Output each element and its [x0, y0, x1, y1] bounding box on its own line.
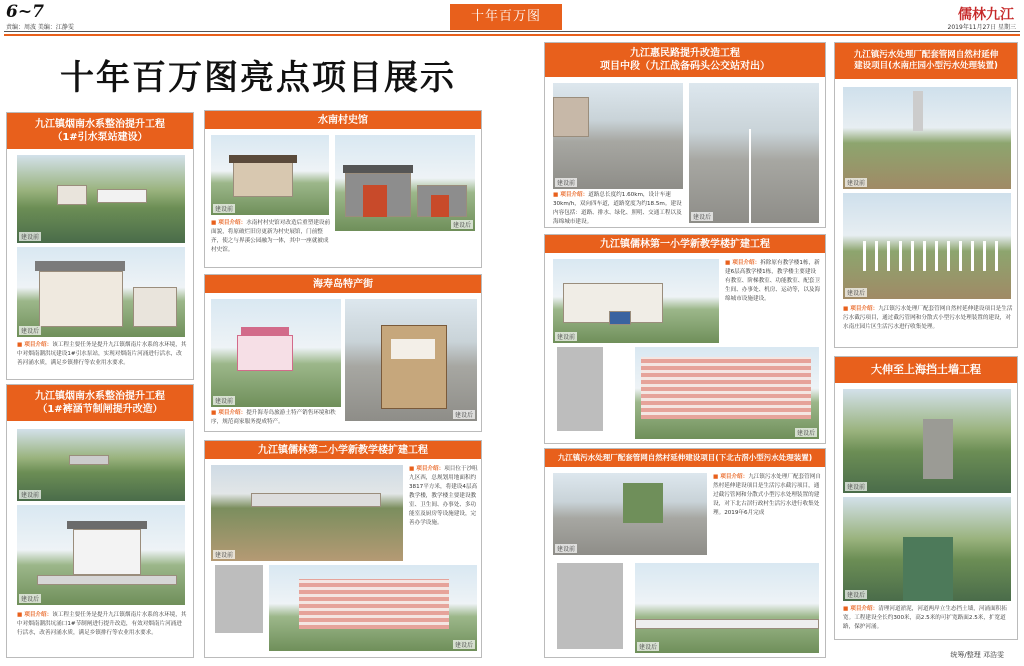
footer-credit: 统筹/整理 邓浩雯 — [950, 651, 1004, 659]
intro-label: ■ 项目介绍： — [843, 306, 879, 312]
photo-after — [689, 83, 819, 223]
intro-label: ■ 项目介绍： — [409, 466, 445, 472]
card-description — [843, 605, 1013, 632]
card-title-line2: 项目中段（九江战备码头公交站对出） — [600, 61, 770, 72]
before-label: 建设前 — [21, 234, 40, 241]
card-title: 九江镇儒林第一小学新教学楼扩建工程 — [545, 235, 825, 253]
after-label: 建设后 — [454, 642, 473, 649]
card-description — [725, 259, 821, 304]
card-title: 九江镇儒林第二小学新教学楼扩建工程 — [205, 441, 481, 459]
card-description — [211, 219, 331, 255]
desc-text: 水南村村史馆对改造后重塑建设前面貌，将原破烂旧房更新为村史展馆，门前整齐，使之与界溪公园融为一体，其中一座就被成村史馆。 — [211, 220, 331, 253]
photo-before — [211, 299, 341, 407]
after-label: 建设后 — [693, 214, 712, 221]
placeholder-image — [557, 347, 603, 431]
before-label: 建设前 — [215, 398, 234, 405]
before-label: 建设前 — [847, 484, 866, 491]
photo-after — [17, 247, 185, 337]
desc-text: 九江镇污水处理厂配套管网自然村延伸建设项目是生活污水截污项目，通过截污管网和分散式小型污水处理装置的建设，对下北古滘行政村生活污水进行收集处理。2019年6月完成 — [713, 474, 821, 516]
before-label: 建设前 — [215, 552, 234, 559]
before-label: 建设前 — [557, 546, 576, 553]
photo-before — [17, 155, 185, 243]
intro-label: ■ 项目介绍： — [17, 612, 53, 618]
card-title: 大伸至上海挡土墙工程 — [835, 357, 1017, 383]
after-label: 建设后 — [21, 596, 40, 603]
card-title — [835, 43, 1017, 79]
card-title-line1: 九江惠民路提升改造工程 — [630, 48, 740, 59]
photo-after — [843, 193, 1011, 299]
intro-label: ■ 项目介绍： — [211, 220, 247, 226]
photo-before — [553, 473, 707, 555]
header-rule — [4, 31, 1020, 32]
card-title — [7, 113, 193, 149]
desc-text: 九江镇污水处理厂配套管网自然村延伸建设项目是生活污水截污项目，通过截污管网和分散式小型污水处理装置的建设，对水南庄园片区生活污水进行收集处理。 — [843, 306, 1013, 330]
before-label: 建设前 — [557, 334, 576, 341]
after-label: 建设后 — [639, 644, 658, 651]
card-xiabei-sewage-treatment — [544, 448, 826, 658]
card-description — [409, 465, 479, 528]
after-label: 建设后 — [847, 290, 866, 297]
card-title-line2: （1#裤涵节制闸提升改造） — [37, 404, 163, 415]
desc-text: 该工程主要任务是提升九江镇烟南片水系的水环境，其中对烟南潮洪坑涌口1#节制闸进行提升改造，有效对烟南片河涌进行活水，改善河涌水质，满足乡镇排行等农业用水要求。 — [17, 612, 187, 636]
card-huimin-road-upgrade — [544, 42, 826, 228]
after-label: 建设后 — [796, 430, 815, 437]
before-label: 建设前 — [215, 206, 234, 213]
card-haishou-island-street — [204, 274, 482, 432]
card-title-line1: 九江镇烟南水系整治提升工程 — [35, 119, 165, 130]
after-label: 建设后 — [454, 412, 473, 419]
card-shuinan-manor-sewage-treatment — [834, 42, 1018, 348]
intro-label: ■ 项目介绍： — [17, 342, 53, 348]
card-title-line2: 建设项目(水南庄园小型污水处理装置) — [854, 61, 998, 71]
placeholder-image — [557, 563, 623, 649]
desc-text: 拆除原有教学楼1栋，新建6层高教学楼1栋，教学楼主要建设有教室、阶梯教室、功能教室、配套卫生间、办事处、机房、运动等，以及海绵城市设施建设。 — [725, 260, 821, 302]
issue-date: 2019年11月27日 星期三 — [947, 24, 1016, 31]
desc-text: 清理河道淤泥，河道两岸立生态挡土墙，河涌面积拓宽。工程建设全长约300米，高2.5米的可扩宽路面2.5米，扩宽道路，保护河涌。 — [843, 606, 1007, 630]
photo-after — [635, 563, 819, 653]
photo-after — [269, 565, 477, 651]
photo-after — [843, 497, 1011, 601]
photo-before — [843, 389, 1011, 493]
card-title — [545, 43, 825, 77]
section-banner: 十年百万图 — [450, 4, 562, 30]
card-title-line2: （1#引水泵站建设） — [52, 132, 148, 143]
before-label: 建设前 — [21, 492, 40, 499]
card-title: 海寿岛特产街 — [205, 275, 481, 293]
card-dashen-shanghai-retaining-wall — [834, 356, 1018, 640]
photo-before — [553, 259, 719, 343]
photo-before — [17, 429, 185, 501]
card-description — [843, 305, 1013, 332]
desc-text: 项目位于沙咀九区西，总规划用地面积约3817平方米，将建设4层高教学楼，教学楼主要建设教室、卫生间、办事处、多功能室及厨房等设施建设，完善办学设施。 — [409, 466, 478, 526]
after-label: 建设后 — [21, 328, 40, 335]
card-title: 九江镇污水处理厂配套管网自然村延伸建设项目(下北古滘小型污水处理装置) — [545, 449, 825, 467]
card-description — [553, 191, 685, 227]
intro-label: ■ 项目介绍： — [553, 192, 589, 198]
header-accent-rule — [4, 34, 1020, 36]
card-yannan-sluice-gate — [6, 384, 194, 658]
photo-before — [553, 83, 683, 189]
intro-label: ■ 项目介绍： — [713, 474, 749, 480]
card-yannan-pump-station — [6, 112, 194, 380]
card-description — [17, 611, 187, 638]
editors-credit: 责编：周波 美编：江静雯 — [6, 24, 74, 31]
intro-label: ■ 项目介绍： — [211, 410, 247, 416]
card-description — [17, 341, 187, 368]
photo-after — [17, 505, 185, 605]
card-title-line1: 九江镇烟南水系整治提升工程 — [35, 391, 165, 402]
photo-after — [345, 299, 477, 421]
after-label: 建设后 — [452, 222, 471, 229]
photo-after — [635, 347, 819, 439]
desc-text: 提升海寿岛旅游土特产销售环境和秩序，规范商家服务提成特产。 — [211, 410, 336, 425]
photo-before — [843, 87, 1011, 189]
newspaper-logo: 儒林九江 — [958, 7, 1014, 23]
main-title: 十年百万图亮点项目展示 — [60, 58, 456, 98]
card-title — [7, 385, 193, 421]
before-label: 建设前 — [847, 180, 866, 187]
card-title-line1: 九江镇污水处理厂配套管网自然村延伸 — [853, 49, 999, 60]
page-number: 6~7 — [6, 2, 44, 22]
card-description — [713, 473, 821, 518]
intro-label: ■ 项目介绍： — [843, 606, 879, 612]
card-rulin-first-primary-school — [544, 234, 826, 444]
photo-before — [211, 465, 403, 561]
card-shuinan-village-museum — [204, 110, 482, 268]
desc-text: 道路总长度约1.60km，设计车速30km/h，双向四车道，道路宽度为约18.5m。建设内容包括：道路、排水、绿化、照明、交通工程以及海绵城市建设。 — [553, 192, 682, 225]
card-description — [211, 409, 343, 427]
photo-after — [335, 135, 475, 231]
placeholder-image — [215, 565, 263, 633]
before-label: 建设前 — [557, 180, 576, 187]
intro-label: ■ 项目介绍： — [725, 260, 761, 266]
desc-text: 该工程主要任务是提升九江镇烟南片水系的水环境，其中对烟南潮洪坑建设1#引水泵站，实现对烟南片河涌进行活水，改善河涌水质，满足乡镇排行等农业用水要求。 — [17, 342, 187, 366]
photo-before — [211, 135, 329, 215]
card-title: 水南村史馆 — [205, 111, 481, 129]
card-rulin-second-primary-school — [204, 440, 482, 658]
after-label: 建设后 — [847, 592, 866, 599]
